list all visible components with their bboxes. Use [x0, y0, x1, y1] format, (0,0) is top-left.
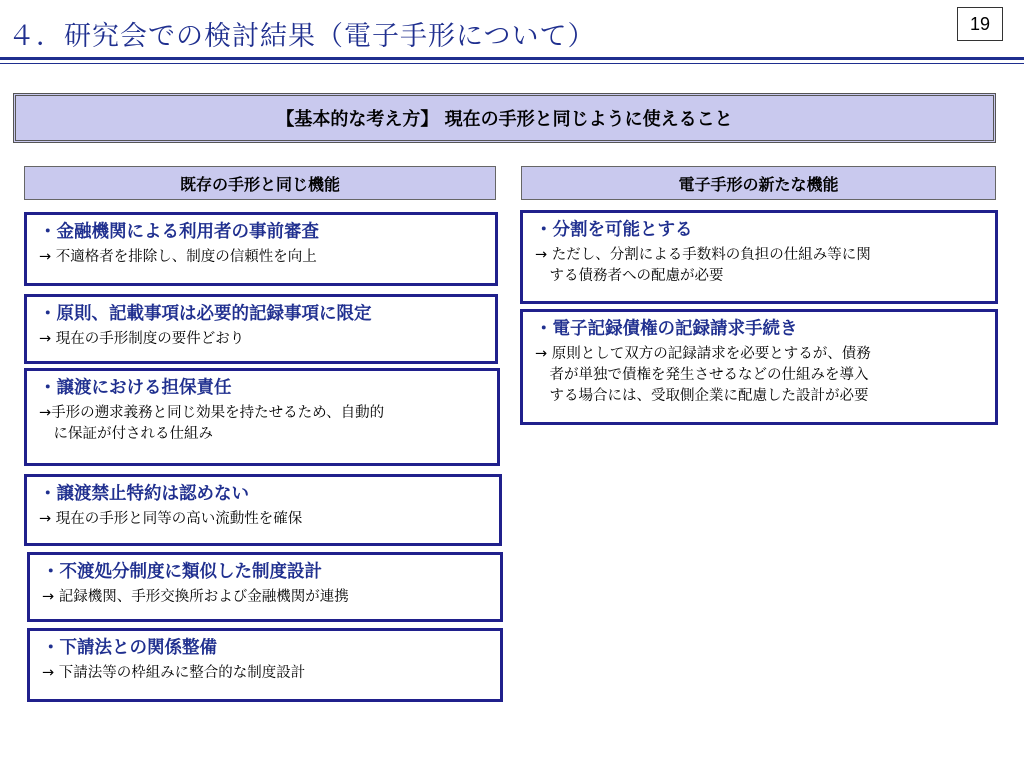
card-title: ・金融機関による利用者の事前審査 — [39, 222, 319, 242]
card-guarantee-liability — [24, 368, 500, 466]
slide-title: ４．研究会での検討結果（電子手形について） — [8, 21, 596, 52]
left-column-header: 既存の手形と同じ機能 — [24, 166, 496, 200]
card-allow-split — [520, 210, 998, 304]
card-title: ・譲渡禁止特約は認めない — [39, 484, 249, 504]
card-title: ・分割を可能とする — [535, 220, 693, 240]
card-title: ・原則、記載事項は必要的記録事項に限定 — [39, 304, 372, 324]
title-rule-thin — [0, 63, 1024, 64]
card-title: ・不渡処分制度に類似した制度設計 — [42, 562, 322, 582]
card-body: → 原則として双方の記録請求を必要とするが、債務 者が単独で債権を発生させるなどの仕組みを導入 する場合には、受取側企業に配慮した設計が必要 — [535, 346, 871, 404]
card-body: → 不適格者を排除し、制度の信頼性を向上 — [39, 249, 317, 265]
page-number: 19 — [957, 7, 1003, 41]
title-rule-thick — [0, 57, 1024, 60]
card-required-items — [24, 294, 498, 364]
card-title: ・下請法との関係整備 — [42, 638, 217, 658]
card-no-transfer-restriction — [24, 474, 502, 546]
card-body: → 記録機関、手形交換所および金融機関が連携 — [42, 589, 349, 605]
card-record-request — [520, 309, 998, 425]
right-column-header: 電子手形の新たな機能 — [521, 166, 996, 200]
card-body: →手形の遡求義務と同じ効果を持たせるため、自動的 に保証が付される仕組み — [39, 405, 385, 442]
card-title: ・譲渡における担保責任 — [39, 378, 232, 398]
card-body: → 現在の手形と同等の高い流動性を確保 — [39, 511, 303, 527]
card-title: ・電子記録債権の記録請求手続き — [535, 319, 798, 339]
card-subcontract-act — [27, 628, 503, 702]
card-body: → 下請法等の枠組みに整合的な制度設計 — [42, 665, 306, 681]
card-body: → ただし、分割による手数料の負担の仕組み等に関 する債務者への配慮が必要 — [535, 247, 871, 284]
basic-concept-banner: 【基本的な考え方】 現在の手形と同じように使えること — [13, 93, 996, 143]
card-dishonor-system — [27, 552, 503, 622]
card-body: → 現在の手形制度の要件どおり — [39, 331, 245, 347]
card-user-screening — [24, 212, 498, 286]
